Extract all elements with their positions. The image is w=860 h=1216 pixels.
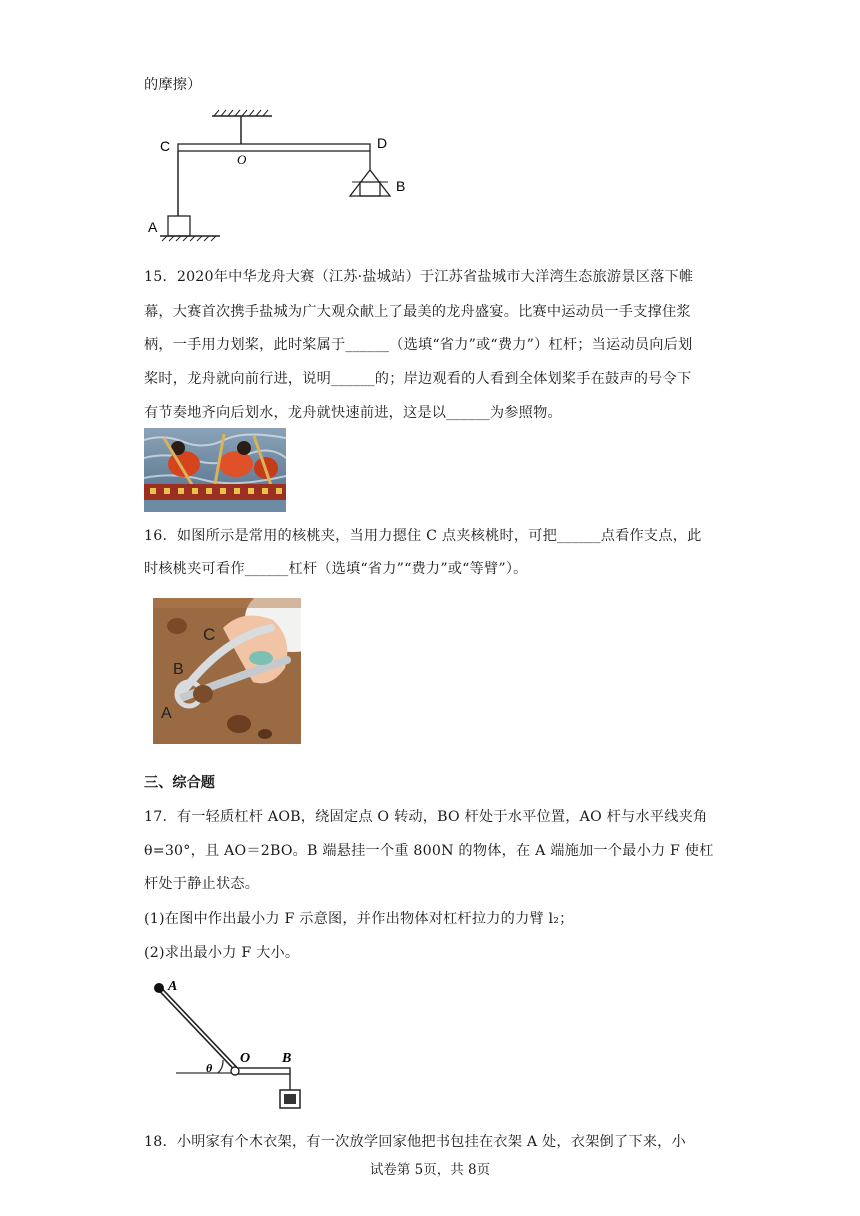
photo-label-B: B — [173, 661, 184, 678]
label-B-q17: B — [282, 1051, 292, 1066]
q15-line-5: 有节奏地齐向后划水，龙舟就快速前进，这是以______为参照物。 — [144, 405, 562, 421]
nutcracker-photo — [153, 598, 301, 744]
q17-line-2: θ=30°，且 AO＝2BO。B 端悬挂一个重 800N 的物体，在 A 端施加一个最小力 F 使杠 — [144, 843, 714, 859]
label-O-q17: O — [240, 1051, 251, 1066]
lever-figure-q17 — [168, 980, 318, 1110]
page-footer: 试卷第 5页，共 8页 — [369, 1162, 491, 1178]
q15-line-2: 幕，大赛首次携手盐城为广大观众献上了最美的龙舟盛宴。比赛中运动员一手支撑住浆 — [144, 304, 691, 320]
label-C: C — [160, 138, 171, 154]
lever-figure-q14 — [140, 108, 420, 248]
label-B: B — [396, 178, 406, 194]
label-A: A — [148, 219, 158, 235]
photo-label-C: C — [203, 625, 216, 644]
label-A-q17: A — [168, 979, 178, 994]
dragon-boat-photo — [144, 428, 286, 512]
q17-line-3: 杆处于静止状态。 — [144, 876, 260, 892]
prev-question-tail: 的摩擦） — [144, 77, 202, 93]
q15-line-4: 桨时，龙舟就向前行进，说明______的；岸边观看的人看到全体划桨手在鼓声的号令下 — [144, 371, 692, 387]
label-O: O — [237, 152, 247, 167]
q16-line-2: 时核桃夹可看作______杠杆（选填“省力”“费力”或“等臂”）。 — [144, 561, 528, 577]
q15-line-3: 柄，一手用力划桨，此时桨属于______（选填“省力”或“费力”）杠杆；当运动员向后划 — [144, 337, 693, 353]
section-heading: 三、综合题 — [144, 775, 215, 791]
photo-label-A: A — [161, 705, 172, 722]
q18-line-1: 18．小明家有个木衣架，有一次放学回家他把书包挂在衣架 A 处，衣架倒了下来，小 — [144, 1134, 686, 1150]
q17-line-4: (1)在图中作出最小力 F 示意图，并作出物体对杠杆拉力的力臂 l₂； — [144, 911, 574, 927]
q15-line-1: 15．2020年中华龙舟大赛（江苏·盐城站）于江苏省盐城市大洋湾生态旅游景区落下帷 — [144, 269, 694, 285]
q17-line-1: 17．有一轻质杠杆 AOB，绕固定点 O 转动，BO 杆处于水平位置，AO 杆与水平线夹角 — [144, 809, 708, 825]
q16-line-1: 16．如图所示是常用的核桃夹，当用力摁住 C 点夹核桃时，可把______点看作支点，此 — [144, 528, 702, 544]
q17-line-5: (2)求出最小力 F 大小。 — [144, 945, 300, 961]
label-D: D — [377, 135, 388, 151]
label-theta: θ — [206, 1061, 213, 1075]
